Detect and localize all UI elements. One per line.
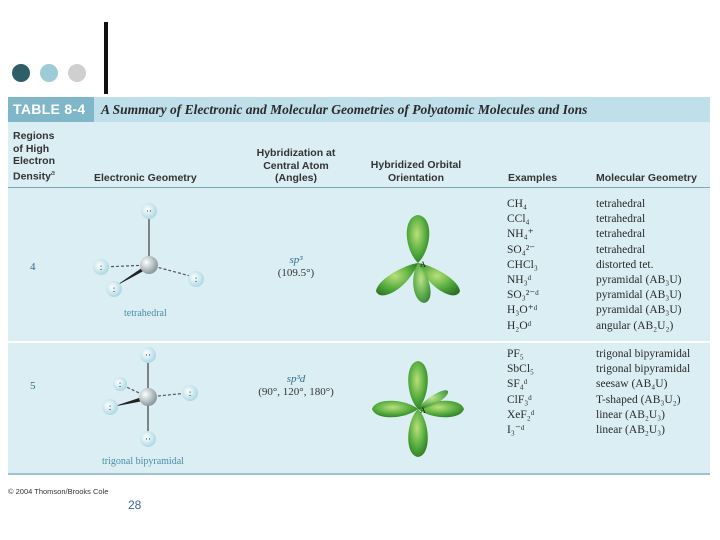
molecular-geometry-item: linear (AB₂U₃) [596, 423, 666, 436]
example-item: PF₅ [507, 348, 524, 360]
row1-hybridization: sp³ [289, 254, 303, 266]
row2-hybridization: sp³d [286, 373, 306, 385]
header-regions-line3: Electron [13, 155, 56, 167]
molecular-geometry-item: linear (AB₂U₃) [596, 408, 666, 421]
example-item: H₂Oᵈ [507, 319, 532, 332]
header-rule [8, 187, 710, 188]
svg-text::: : [112, 284, 116, 294]
svg-text::: : [118, 379, 122, 389]
header-electronic-geometry: Electronic Geometry [94, 172, 197, 184]
header-hyb-line2: Central Atom [263, 159, 329, 172]
sp3d-orbital-diagram [368, 359, 468, 459]
table-title: A Summary of Electronic and Molecular Geometries of Polyatomic Molecules and Ions [101, 102, 588, 117]
example-item: SbCl₅ [507, 363, 535, 376]
dot-gray [68, 64, 86, 82]
header-examples: Examples [508, 172, 558, 184]
page-number: 28 [128, 498, 142, 512]
molecular-geometry-item: distorted tet. [596, 258, 654, 271]
example-item: XeF₂ᵈ [507, 408, 535, 421]
header-hyb-line3: (Angles) [275, 172, 317, 184]
molecular-geometry-item: T-shaped (AB₃U₂) [596, 393, 681, 406]
row1-geometry-label: tetrahedral [124, 308, 167, 319]
example-item: ClF₃ᵈ [507, 393, 532, 406]
table-bottom-rule [8, 473, 710, 475]
title-divider [104, 22, 108, 94]
molecular-geometry-item: pyramidal (AB₃U) [596, 304, 682, 317]
header-regions [13, 130, 55, 183]
header-regions-line4: Density$^a$ [13, 169, 55, 182]
example-item: SO₄²⁻ [507, 243, 536, 256]
example-item: CCl₄ [507, 213, 530, 226]
molecular-geometry-item: tetrahedral [596, 198, 646, 210]
molecular-geometry-item: tetrahedral [596, 213, 646, 226]
row2-orbital-atom: A [420, 406, 426, 415]
example-item: SO₃²⁻ᵈ [507, 289, 539, 302]
svg-text:··: ·· [145, 434, 151, 444]
header-regions-line1: Regions [13, 130, 55, 142]
central-atom [140, 256, 158, 274]
molecular-geometry-item: tetrahedral [596, 243, 646, 256]
header-hyb-line1: Hybridization at [256, 147, 336, 159]
row-divider [8, 341, 710, 343]
svg-text::: : [99, 262, 103, 272]
svg-text:··: ·· [146, 206, 152, 216]
svg-text::: : [108, 402, 112, 412]
header-hybridization [236, 147, 356, 185]
sp3-orbital-diagram [368, 209, 468, 309]
row2-geometry-label: trigonal bipyramidal [102, 456, 184, 467]
header-orbital [360, 159, 472, 184]
table-caption [8, 97, 710, 122]
row1-angles: (109.5°) [277, 267, 315, 279]
molecular-geometry-item: trigonal bipyramidal [596, 348, 691, 360]
header-orbital-line2: Orientation [387, 171, 444, 184]
copyright-notice: © 2004 Thomson/Brooks Cole [8, 487, 109, 496]
row1-regions: 4 [30, 261, 36, 273]
dot-light [40, 64, 58, 82]
example-item: NH₃ᵈ [507, 273, 532, 286]
header-regions-line2: of High [13, 142, 50, 155]
example-item: H₃O⁺ᵈ [507, 304, 538, 317]
summary-table [8, 97, 710, 475]
example-item: SF₄ᵈ [507, 378, 528, 391]
table-label: TABLE 8-4 [8, 97, 94, 122]
example-item: I₃⁻ᵈ [507, 423, 525, 436]
decorative-dots [12, 64, 86, 82]
molecular-geometry-item: angular (AB₂U₂) [596, 319, 674, 332]
central-atom [139, 388, 157, 406]
molecular-geometry-item: trigonal bipyramidal [596, 363, 691, 376]
header-orbital-line1: Hybridized Orbital [370, 159, 462, 171]
row2-angles: (90°, 120°, 180°) [258, 386, 334, 398]
dot-dark [12, 64, 30, 82]
row1-examples [507, 197, 539, 334]
row2-molecular-geometry [596, 347, 690, 438]
example-item: CHCl₃ [507, 258, 538, 271]
molecular-geometry-item: seesaw (AB₄U) [596, 378, 668, 391]
row1-molecular-geometry [596, 197, 681, 334]
svg-text:··: ·· [145, 350, 151, 360]
svg-text::: : [194, 274, 198, 284]
row2-regions: 5 [30, 380, 36, 392]
example-item: CH₄ [507, 198, 527, 210]
example-item: NH₄⁺ [507, 228, 534, 241]
trigonal-bipyramidal-model [96, 347, 206, 455]
molecular-geometry-item: pyramidal (AB₃U) [596, 289, 682, 302]
header-molecular-geometry: Molecular Geometry [596, 172, 697, 184]
molecular-geometry-item: pyramidal (AB₃U) [596, 273, 682, 286]
molecular-geometry-item: tetrahedral [596, 228, 646, 241]
svg-text::: : [188, 388, 192, 398]
row1-orbital-atom: A [420, 260, 426, 269]
tetrahedral-model [86, 197, 216, 309]
row2-examples [507, 347, 534, 438]
